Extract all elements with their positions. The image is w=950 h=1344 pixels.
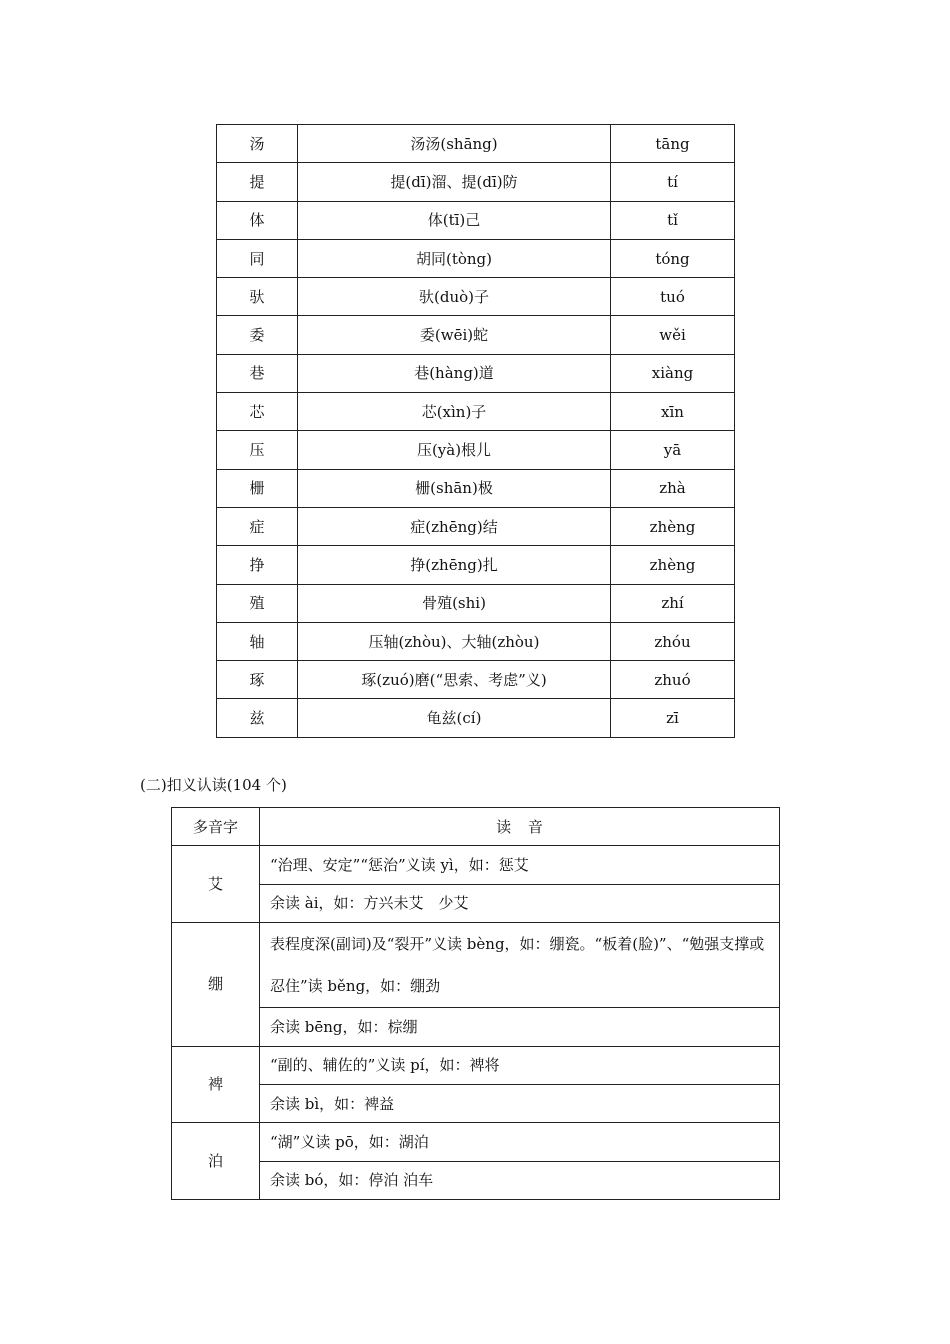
table-row [217, 431, 735, 469]
char-cell: 栅 [217, 469, 298, 507]
char-cell: 症 [217, 507, 298, 545]
reading-cell: “治理、安定”“惩治”义读 yì，如：惩艾 [260, 846, 780, 884]
polyphone-char-cell: 裨 [172, 1046, 260, 1123]
reading-cell: yā [611, 431, 735, 469]
reading-cell: 余读 bó，如：停泊 泊车 [260, 1161, 780, 1199]
table-row [217, 469, 735, 507]
table-row [172, 1161, 780, 1199]
table-row [172, 1123, 780, 1161]
char-cell: 提 [217, 163, 298, 201]
char-cell: 琢 [217, 661, 298, 699]
table-row [172, 923, 780, 1008]
table-row [217, 125, 735, 163]
example-cell: 挣(zhēng)扎 [298, 546, 611, 584]
table-row [217, 201, 735, 239]
example-cell: 提(dī)溜、提(dī)防 [298, 163, 611, 201]
example-cell: 委(wēi)蛇 [298, 316, 611, 354]
char-cell: 芯 [217, 393, 298, 431]
reading-cell: xīn [611, 393, 735, 431]
reading-cell: zhuó [611, 661, 735, 699]
table-row [217, 239, 735, 277]
reading-cell: zī [611, 699, 735, 737]
reading-cell: “湖”义读 pō，如：湖泊 [260, 1123, 780, 1161]
reading-cell: tí [611, 163, 735, 201]
example-cell: 汤汤(shāng) [298, 125, 611, 163]
table-row [217, 584, 735, 622]
example-cell: 驮(duò)子 [298, 278, 611, 316]
example-cell: 芯(xìn)子 [298, 393, 611, 431]
pronunciation-table [216, 124, 735, 738]
char-cell: 巷 [217, 354, 298, 392]
example-cell: 胡同(tòng) [298, 239, 611, 277]
reading-cell: zhóu [611, 622, 735, 660]
table-row [217, 622, 735, 660]
reading-cell: tóng [611, 239, 735, 277]
char-cell: 殖 [217, 584, 298, 622]
reading-cell: tǐ [611, 201, 735, 239]
reading-cell: zhèng [611, 546, 735, 584]
example-cell: 压轴(zhòu)、大轴(zhòu) [298, 622, 611, 660]
char-cell: 轴 [217, 622, 298, 660]
table-row [217, 546, 735, 584]
reading-cell: tuó [611, 278, 735, 316]
example-cell: 龟兹(cí) [298, 699, 611, 737]
table-row [172, 884, 780, 922]
table-header-row [172, 808, 780, 846]
reading-cell: 余读 bì，如：裨益 [260, 1084, 780, 1122]
char-cell: 挣 [217, 546, 298, 584]
reading-cell: zhèng [611, 507, 735, 545]
example-cell: 巷(hàng)道 [298, 354, 611, 392]
table-row [217, 393, 735, 431]
section-heading: (二)扣义认读(104 个) [140, 776, 287, 794]
table-row [217, 278, 735, 316]
polyphone-table [171, 807, 780, 1200]
char-cell: 同 [217, 239, 298, 277]
table-row [217, 316, 735, 354]
reading-cell: 表程度深(副词)及“裂开”义读 bèng，如：绷瓷。“板着(脸)”、“勉强支撑或忍住”读 běng，如：绷劲 [260, 923, 780, 1008]
table-row [172, 1008, 780, 1046]
reading-cell: 余读 ài，如：方兴未艾 少艾 [260, 884, 780, 922]
table-row [217, 661, 735, 699]
char-cell: 兹 [217, 699, 298, 737]
table-row [217, 507, 735, 545]
header-reading-cell: 读 音 [260, 808, 780, 846]
char-cell: 驮 [217, 278, 298, 316]
reading-cell: xiàng [611, 354, 735, 392]
polyphone-char-cell: 绷 [172, 923, 260, 1046]
example-cell: 压(yà)根儿 [298, 431, 611, 469]
example-cell: 症(zhēng)结 [298, 507, 611, 545]
table-row [172, 846, 780, 884]
table-row [217, 163, 735, 201]
table-row [172, 1046, 780, 1084]
char-cell: 体 [217, 201, 298, 239]
polyphone-char-cell: 艾 [172, 846, 260, 923]
example-cell: 栅(shān)极 [298, 469, 611, 507]
example-cell: 体(tī)己 [298, 201, 611, 239]
reading-cell: zhí [611, 584, 735, 622]
char-cell: 委 [217, 316, 298, 354]
reading-cell: zhà [611, 469, 735, 507]
polyphone-char-cell: 泊 [172, 1123, 260, 1200]
char-cell: 压 [217, 431, 298, 469]
reading-cell: wěi [611, 316, 735, 354]
example-cell: 琢(zuó)磨(“思索、考虑”义) [298, 661, 611, 699]
reading-cell: “副的、辅佐的”义读 pí，如：裨将 [260, 1046, 780, 1084]
table-row [217, 354, 735, 392]
reading-cell: 余读 bēng，如：棕绷 [260, 1008, 780, 1046]
header-char-cell: 多音字 [172, 808, 260, 846]
table-row [172, 1084, 780, 1122]
reading-cell: tāng [611, 125, 735, 163]
example-cell: 骨殖(shi) [298, 584, 611, 622]
table-row [217, 699, 735, 737]
char-cell: 汤 [217, 125, 298, 163]
